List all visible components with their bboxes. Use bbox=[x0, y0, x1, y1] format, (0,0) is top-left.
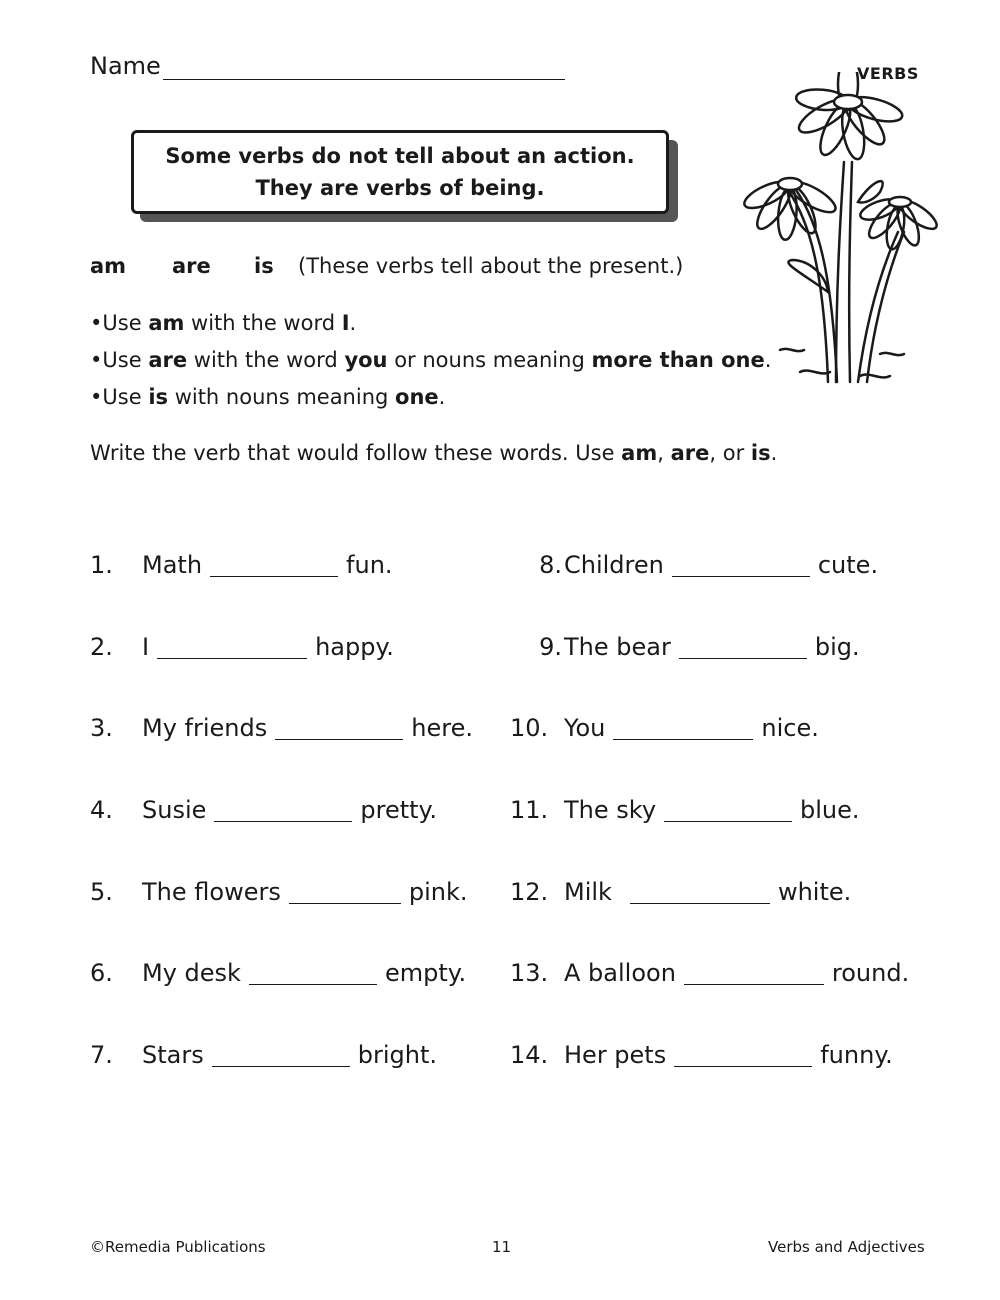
exercise-item: 10. You nice. bbox=[510, 714, 819, 742]
usage-bullets bbox=[90, 308, 771, 419]
rule-line-2: They are verbs of being. bbox=[255, 176, 545, 200]
answer-blank[interactable] bbox=[613, 717, 753, 740]
footer-page-number: 11 bbox=[492, 1238, 512, 1256]
verb-forms-row bbox=[90, 254, 683, 278]
exercise-item: 5. The flowers pink. bbox=[90, 878, 468, 906]
form-is: is bbox=[254, 254, 274, 278]
exercise-item: 1. Math fun. bbox=[90, 551, 393, 579]
exercise-item: 12. Milk white. bbox=[510, 878, 852, 906]
exercise-item: 9. The bear big. bbox=[539, 633, 860, 661]
instructions: Write the verb that would follow these words. Use am, are, or is. bbox=[90, 441, 778, 465]
form-am: am bbox=[90, 254, 127, 278]
footer-book-title: Verbs and Adjectives bbox=[768, 1238, 925, 1256]
answer-blank[interactable] bbox=[684, 962, 824, 985]
answer-blank[interactable] bbox=[679, 636, 807, 659]
answer-blank[interactable] bbox=[157, 636, 307, 659]
form-are: are bbox=[172, 254, 211, 278]
answer-blank[interactable] bbox=[249, 962, 377, 985]
exercise-item: 7. Stars bright. bbox=[90, 1041, 437, 1069]
rule-line-1: Some verbs do not tell about an action. bbox=[165, 144, 635, 168]
rule-box bbox=[131, 130, 669, 214]
answer-blank[interactable] bbox=[275, 717, 403, 740]
forms-note: (These verbs tell about the present.) bbox=[298, 254, 684, 278]
answer-blank[interactable] bbox=[672, 554, 810, 577]
name-label: Name bbox=[90, 52, 161, 80]
bullet-item: •Use is with nouns meaning one. bbox=[90, 385, 446, 409]
exercise-item: 2. I happy. bbox=[90, 633, 394, 661]
answer-blank[interactable] bbox=[214, 799, 352, 822]
exercise-item: 4. Susie pretty. bbox=[90, 796, 437, 824]
name-field bbox=[90, 52, 565, 80]
answer-blank[interactable] bbox=[664, 799, 792, 822]
answer-blank[interactable] bbox=[674, 1044, 812, 1067]
exercise-item: 3. My friends here. bbox=[90, 714, 473, 742]
bullet-item: •Use are with the word you or nouns meaning more than one. bbox=[90, 348, 772, 372]
exercise-item: 6. My desk empty. bbox=[90, 959, 467, 987]
exercise-item: 14. Her pets funny. bbox=[510, 1041, 893, 1069]
topic-label: VERBS bbox=[857, 64, 919, 83]
exercise-item: 11. The sky blue. bbox=[510, 796, 860, 824]
exercise-item: 8. Children cute. bbox=[539, 551, 879, 579]
answer-blank[interactable] bbox=[212, 1044, 350, 1067]
name-blank[interactable] bbox=[163, 57, 565, 80]
flower-illustration-icon bbox=[740, 72, 960, 392]
answer-blank[interactable] bbox=[289, 881, 401, 904]
answer-blank[interactable] bbox=[210, 554, 338, 577]
bullet-item: •Use am with the word I. bbox=[90, 311, 357, 335]
footer-publisher: ©Remedia Publications bbox=[90, 1238, 266, 1256]
answer-blank[interactable] bbox=[630, 881, 770, 904]
exercise-item: 13. A balloon round. bbox=[510, 959, 910, 987]
